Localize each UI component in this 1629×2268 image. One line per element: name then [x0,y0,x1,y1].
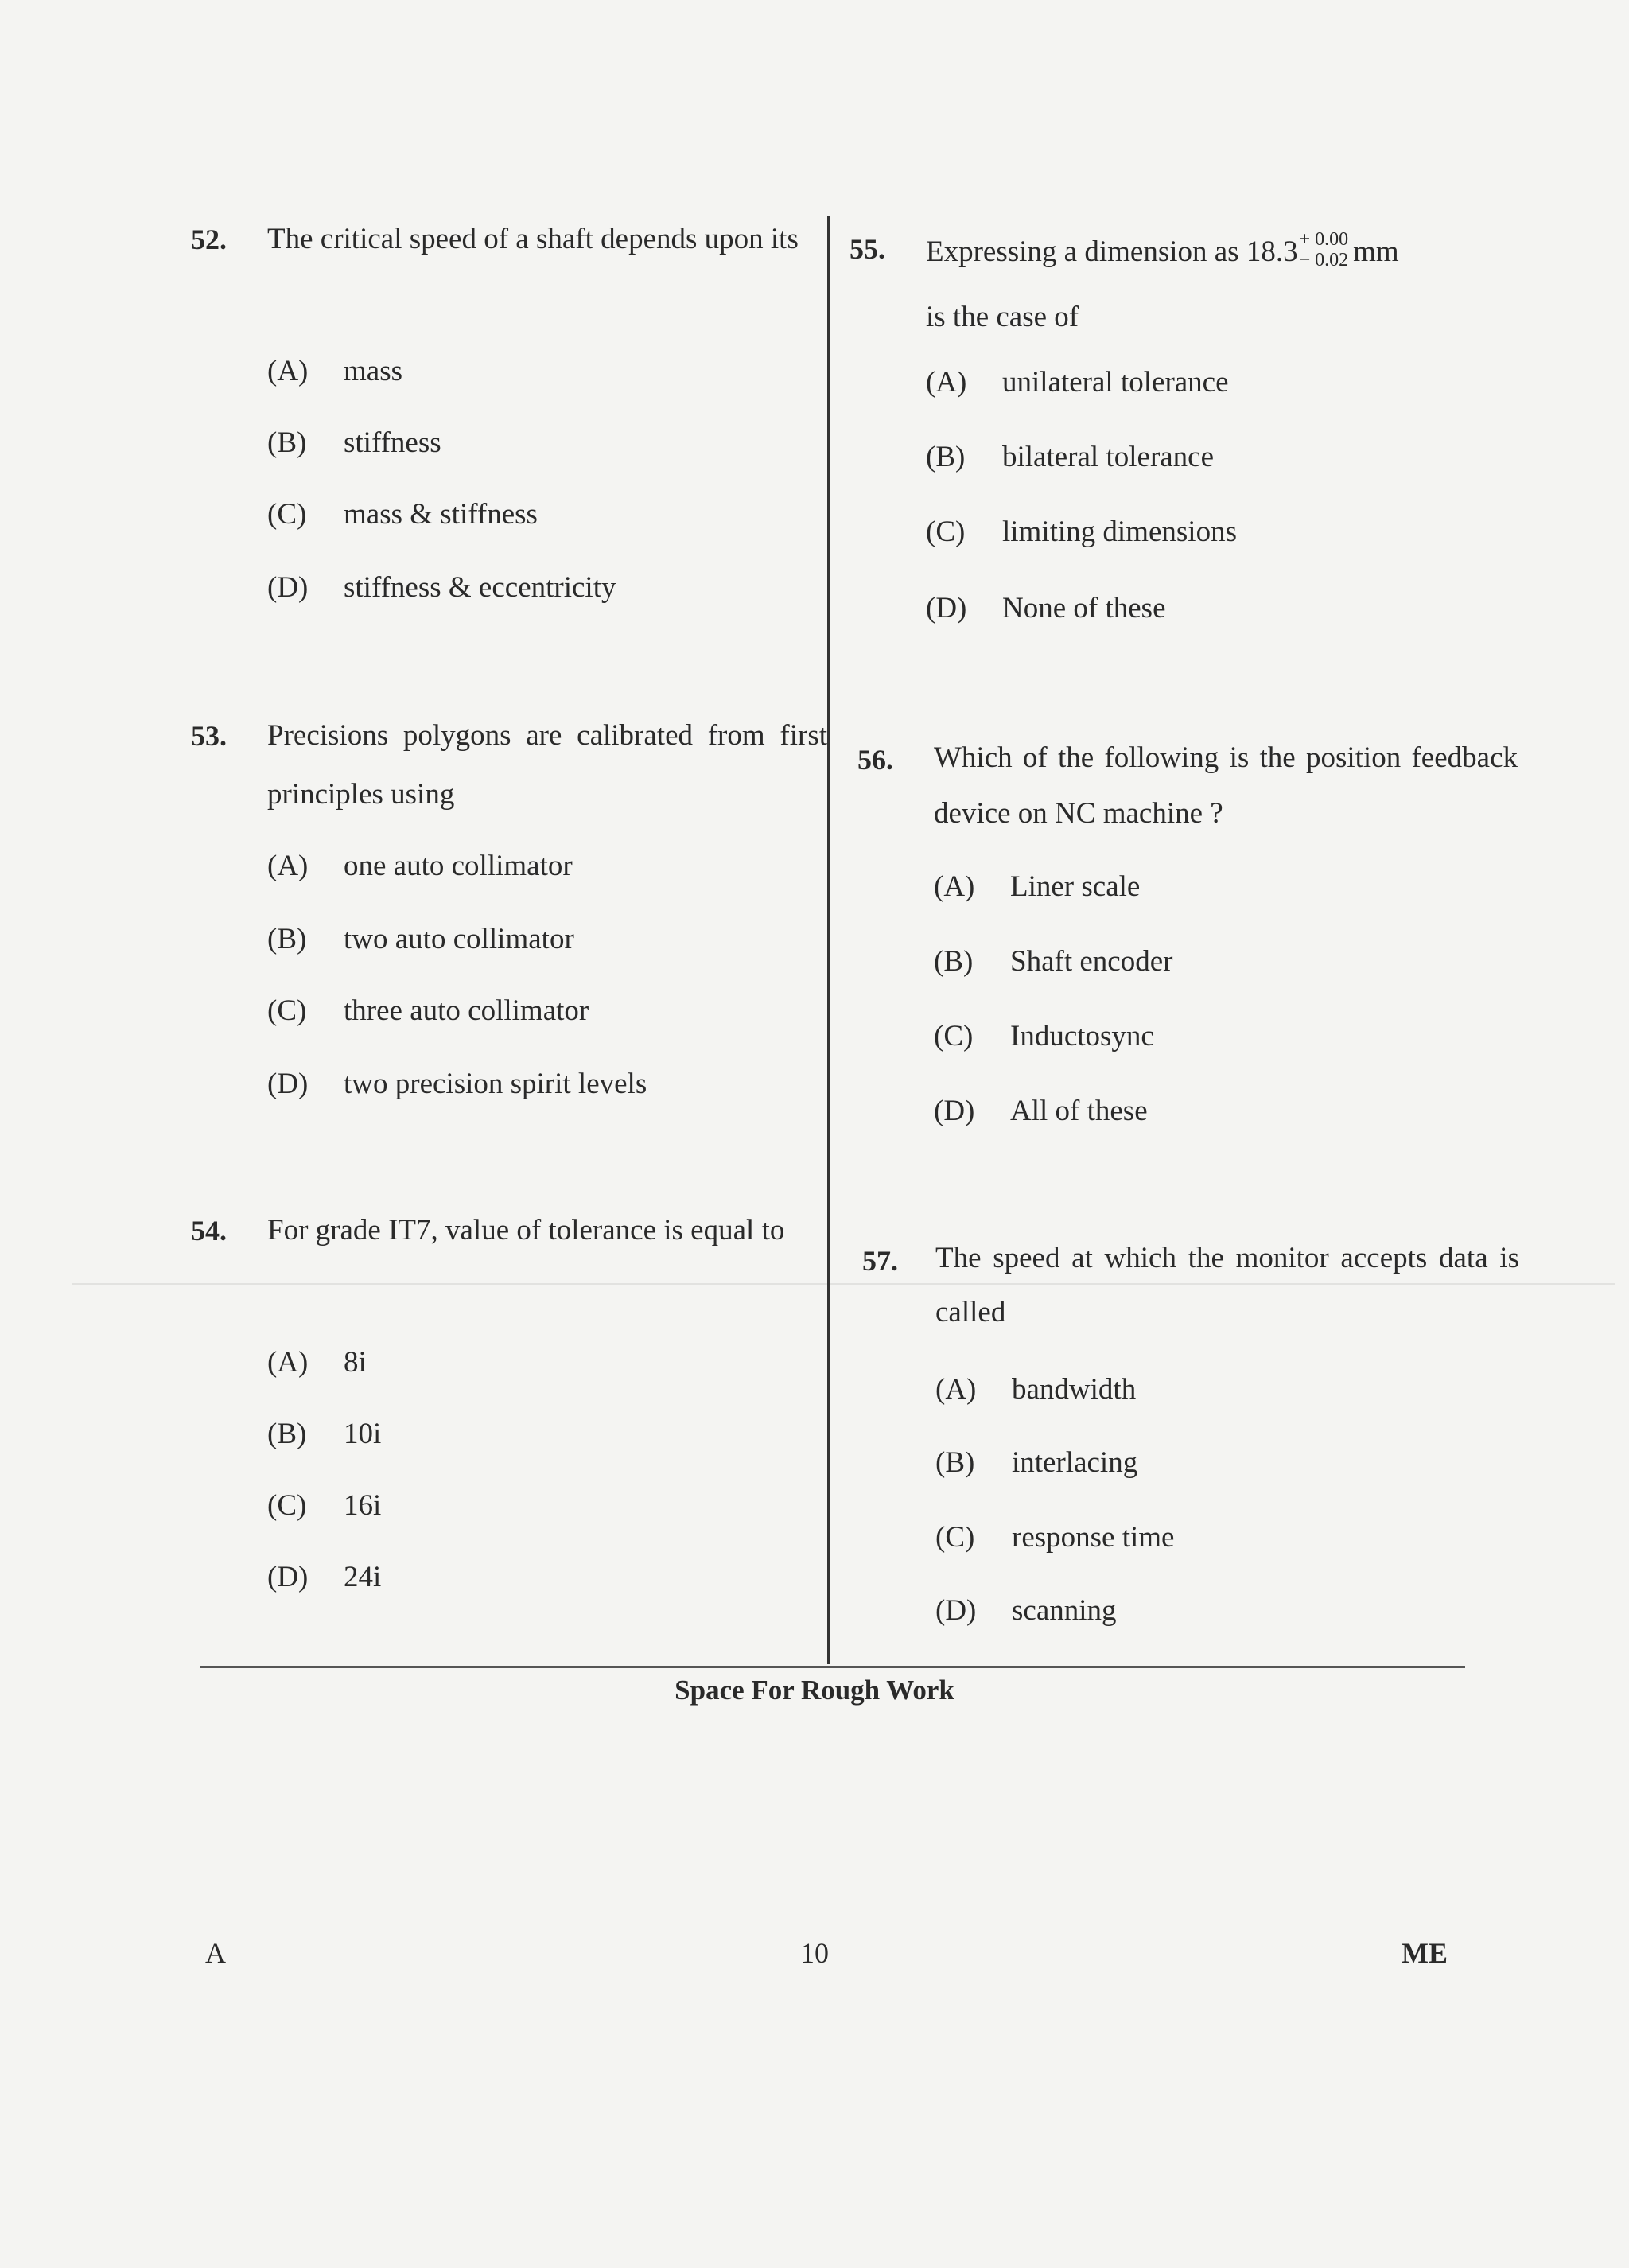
option-letter: (C) [935,1521,975,1554]
option-d [267,1064,647,1104]
question-text-start: Expressing a dimension as 18.3 [926,235,1298,268]
tolerance-stack [1300,229,1349,270]
option-text: scanning [1012,1594,1117,1627]
option-text: unilateral tolerance [1002,366,1229,399]
option-text: 8i [344,1346,367,1379]
option-text: Inductosync [1010,1020,1154,1052]
option-text: mass [344,355,402,387]
tolerance-lower: − 0.02 [1299,249,1349,270]
option-text: mass & stiffness [344,498,538,531]
option-a [935,1370,1136,1410]
option-c [926,512,1237,552]
option-letter: (A) [934,870,975,903]
option-text: two precision spirit levels [344,1068,647,1100]
rough-work-label: Space For Rough Work [675,1675,954,1706]
question-text: For grade IT7, value of tolerance is equal to [267,1214,785,1247]
option-text: 10i [344,1418,382,1450]
option-b [267,920,574,959]
option-letter: (D) [935,1594,977,1627]
option-letter: (D) [267,1561,309,1593]
option-b [935,1443,1137,1483]
option-text: Shaft encoder [1010,945,1173,978]
option-letter: (C) [926,515,966,548]
option-b [934,942,1172,982]
option-d [267,1558,381,1597]
column-divider [827,216,830,1664]
option-c [267,991,589,1031]
option-letter: (C) [267,498,307,531]
option-letter: (B) [267,426,307,459]
question-number: 55. [849,233,885,265]
option-text: interlacing [1012,1446,1138,1479]
option-letter: (B) [267,1418,307,1450]
option-letter: (D) [267,1068,309,1100]
option-b [926,438,1214,477]
option-text: limiting dimensions [1002,515,1237,548]
question-text-line2: is the case of [926,301,1079,333]
option-text: response time [1012,1521,1175,1554]
option-letter: (D) [926,592,967,624]
option-b [267,1414,381,1454]
option-text: All of these [1010,1095,1148,1127]
option-text: two auto collimator [344,923,574,955]
option-d [935,1591,1117,1631]
question-number: 57. [862,1245,898,1277]
option-text: Liner scale [1010,870,1141,903]
option-letter: (B) [926,441,966,473]
option-a [267,352,402,391]
option-letter: (D) [267,571,309,604]
question-text: The speed at which the monitor accepts data is called [935,1242,1519,1329]
option-letter: (D) [934,1095,975,1127]
option-a [267,846,573,886]
option-letter: (A) [935,1373,977,1406]
option-letter: (B) [934,945,974,978]
option-text: three auto collimator [344,994,589,1027]
option-letter: (C) [267,994,307,1027]
option-letter: (A) [926,366,967,399]
option-text: 24i [344,1561,382,1593]
question-number: 56. [857,744,893,776]
option-letter: (B) [935,1446,975,1479]
option-letter: (B) [267,923,307,955]
option-c [934,1017,1154,1056]
question-number: 53. [191,720,227,752]
option-d [926,589,1166,628]
tolerance-upper: + 0.00 [1299,228,1349,250]
option-letter: (C) [934,1020,974,1052]
question-text: Which of the following is the position feedback device on NC machine ? [934,741,1518,830]
footer-series-code: A [205,1937,226,1969]
option-text: one auto collimator [344,850,573,882]
option-letter: (A) [267,850,309,882]
option-letter: (C) [267,1489,307,1522]
option-a [267,1343,367,1383]
option-letter: (A) [267,1346,309,1379]
footer-page-number: 10 [800,1937,829,1969]
option-text: None of these [1002,592,1166,624]
option-d [934,1091,1148,1131]
option-c [935,1518,1174,1558]
footer-subject-code: ME [1402,1937,1448,1969]
option-text: bandwidth [1012,1373,1137,1406]
option-a [926,363,1229,403]
option-c [267,495,538,535]
question-text [926,220,1486,350]
option-text: stiffness [344,426,441,459]
option-a [934,867,1140,907]
option-text: 16i [344,1489,382,1522]
question-number: 54. [191,1215,227,1247]
question-text: Precisions polygons are calibrated from first principles using [267,719,827,811]
question-text-unit: mm [1353,235,1399,268]
option-c [267,1486,381,1526]
question-number: 52. [191,224,227,255]
option-text: stiffness & eccentricity [344,571,616,604]
question-text: The critical speed of a shaft depends upon its [267,223,799,255]
rough-work-divider [200,1666,1465,1668]
option-letter: (A) [267,355,309,387]
option-text: bilateral tolerance [1002,441,1215,473]
option-d [267,568,616,608]
option-b [267,423,441,463]
